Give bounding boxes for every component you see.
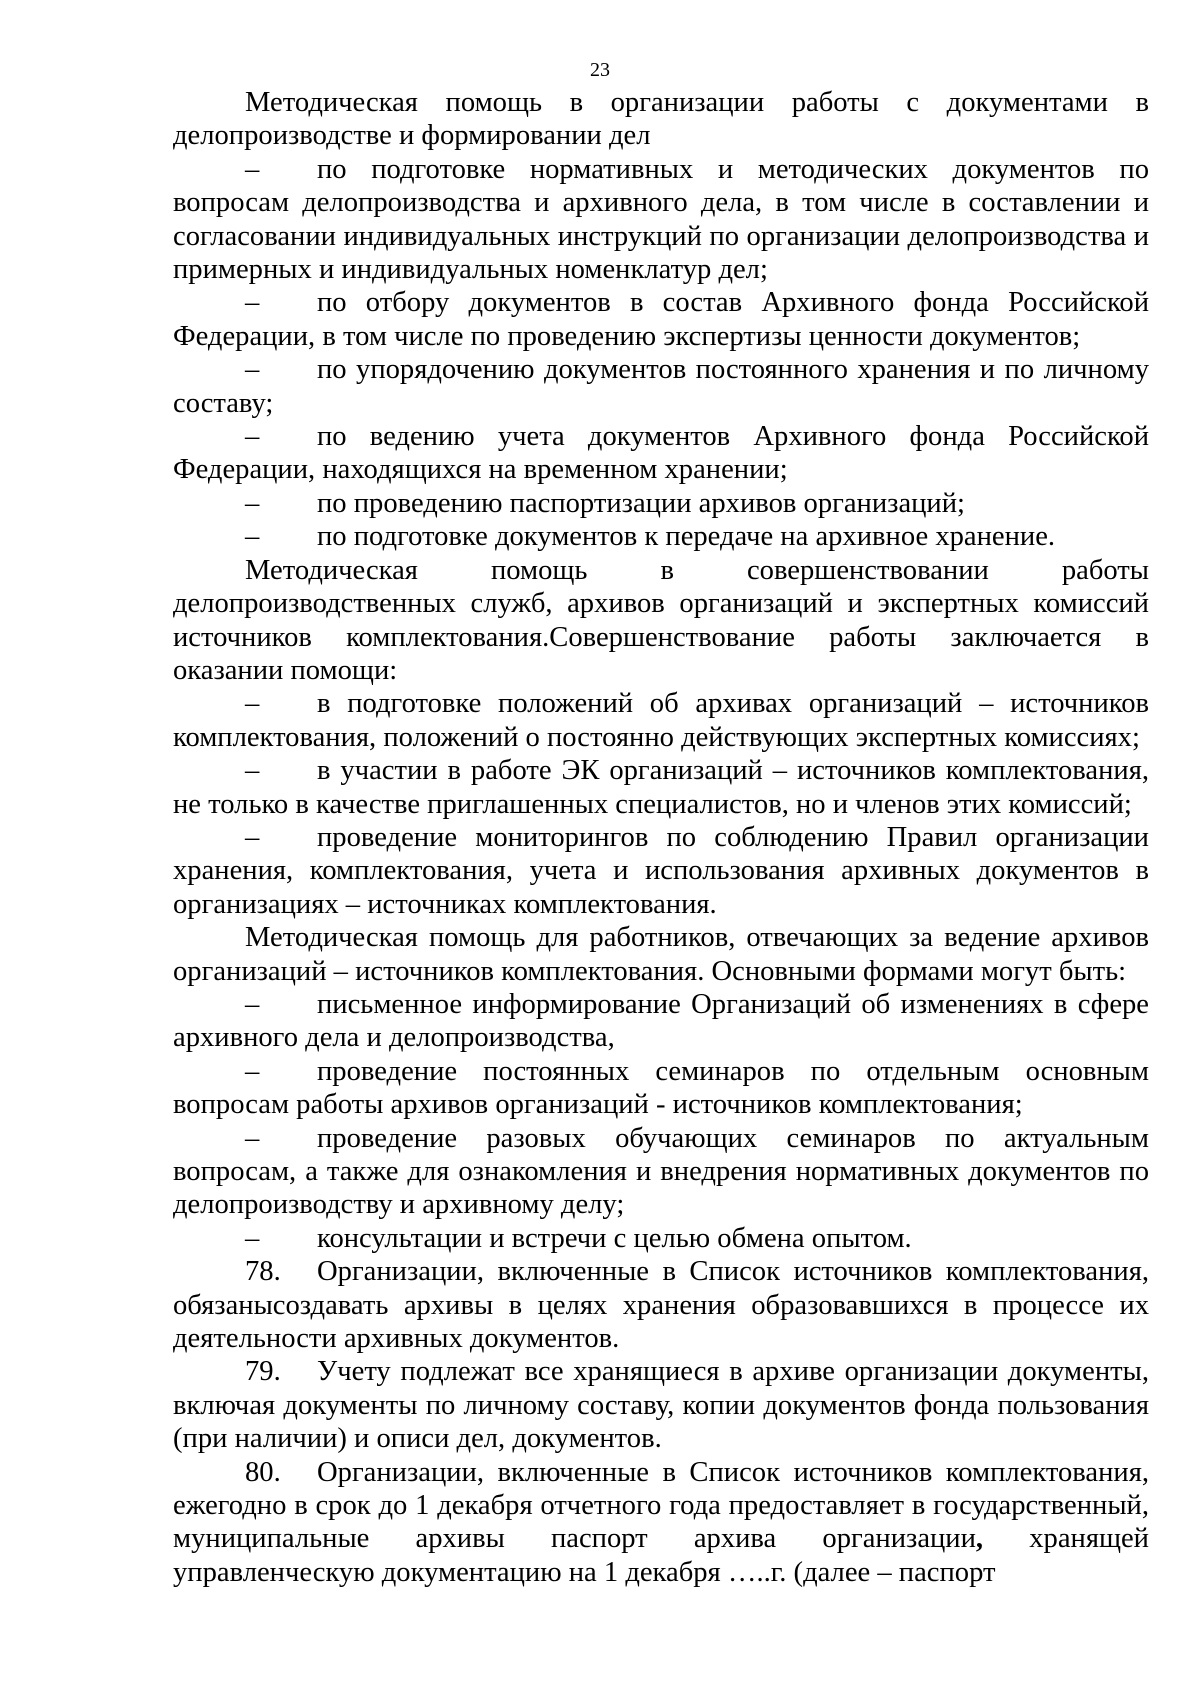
clause-number: 78. xyxy=(245,1256,281,1288)
dash-marker: – xyxy=(245,421,260,453)
list-item-text: консультации и встречи с целью обмена опытом. xyxy=(317,1222,912,1254)
paragraph-method-help-workers: Методическая помощь для работников, отвечающих за ведение архивов организаций – источников комплектования. Основными формами могут быть: xyxy=(173,922,1149,987)
list-item-text: в участии в работе ЭК организаций – источников комплектования, не только в качестве приглашенных специалистов, но и членов этих комиссий; xyxy=(173,755,1149,820)
clause-number: 80. xyxy=(245,1456,281,1488)
list-item xyxy=(173,754,1149,821)
list-item xyxy=(173,487,1149,520)
clause-text: Организации, включенные в Список источников комплектования, ежегодно в срок до 1 декабря отчетного года предоставляет в государственный, муниципальные архивы паспорт архива организации xyxy=(173,1456,1149,1555)
dash-marker: – xyxy=(245,755,260,787)
list-item xyxy=(173,821,1149,921)
dash-marker: – xyxy=(245,821,260,853)
list-item-text: проведение постоянных семинаров по отдельным основным вопросам работы архивов организаций - источников комплектования; xyxy=(173,1055,1149,1121)
list-item-text: письменное информирование Организаций об изменениях в сфере архивного дела и делопроизводства, xyxy=(173,988,1149,1054)
list-item xyxy=(173,420,1149,487)
page-number: 23 xyxy=(590,59,610,81)
numbered-clause-79 xyxy=(173,1355,1149,1455)
list-item-text: проведение разовых обучающих семинаров по актуальным вопросам, а также для ознакомления и внедрения нормативных документов по делопроизводству и архивному делу; xyxy=(173,1122,1149,1221)
list-item-text: проведение мониторингов по соблюдению Правил организации хранения, комплектования, учета и использования архивных документов в организациях – источниках комплектования. xyxy=(173,821,1149,920)
list-item-text: по отбору документов в состав Архивного фонда Российской Федерации, в том числе по проведению экспертизы ценности документов; xyxy=(173,287,1149,352)
clause-text: Организации, включенные в Список источников комплектования, обязанысоздавать архивы в целях хранения образовавшихся в процессе их деятельности архивных документов. xyxy=(173,1256,1149,1355)
dash-marker: – xyxy=(245,153,260,185)
list-item-text: по проведению паспортизации архивов организаций; xyxy=(317,487,965,519)
document-body xyxy=(173,86,1149,1589)
list-item xyxy=(173,153,1149,287)
dash-marker: – xyxy=(245,1222,260,1254)
list-item-text: в подготовке положений об архивах организаций – источников комплектования, положений о постоянно действующих экспертных комиссиях; xyxy=(173,688,1149,753)
clause-text: Учету подлежат все хранящиеся в архиве организации документы, включая документы по личному составу, копии документов фонда пользования (при наличии) и описи дел, документов. xyxy=(173,1356,1149,1455)
dash-marker: – xyxy=(245,1055,260,1087)
paragraph-method-help-records: Методическая помощь в организации работы с документами в делопроизводстве и формировании дел xyxy=(173,87,1149,152)
list-item-text: по подготовке нормативных и методических документов по вопросам делопроизводства и архивного дела, в том числе в составлении и согласовании индивидуальных инструкций по организации делопроизводства и примерных и индивидуальных номенклатур дел; xyxy=(173,153,1149,286)
paragraph-method-help-improvement: Методическая помощь в совершенствовании работы делопроизводственных служб, архивов организаций и экспертных комиссий источников комплектования.Совершенствование работы заключается в оказании помощи: xyxy=(173,554,1149,686)
list-item xyxy=(173,1122,1149,1222)
list-item xyxy=(173,520,1149,553)
dash-marker: – xyxy=(245,287,260,319)
dash-marker: – xyxy=(245,354,260,386)
list-item-text: по упорядочению документов постоянного хранения и по личному составу; xyxy=(173,354,1149,419)
clause-text-continued: хранящей управленческую документацию на 1 декабря …..г. (далее – паспорт xyxy=(173,1523,1149,1588)
numbered-clause-80 xyxy=(173,1456,1149,1590)
list-item xyxy=(173,988,1149,1055)
list-item-text: по подготовке документов к передаче на архивное хранение. xyxy=(317,521,1056,553)
numbered-clause-78 xyxy=(173,1255,1149,1355)
dash-marker: – xyxy=(245,487,260,519)
clause-number: 79. xyxy=(245,1356,281,1388)
list-item xyxy=(173,1222,1149,1255)
list-item-text: по ведению учета документов Архивного фонда Российской Федерации, находящихся на временном хранении; xyxy=(173,421,1149,486)
list-item xyxy=(173,286,1149,353)
dash-marker: – xyxy=(245,521,260,553)
clause-text-bold: , xyxy=(975,1523,984,1555)
dash-marker: – xyxy=(245,1122,260,1154)
dash-marker: – xyxy=(245,688,260,720)
list-item xyxy=(173,353,1149,420)
list-item xyxy=(173,687,1149,754)
dash-marker: – xyxy=(245,988,260,1020)
list-item xyxy=(173,1055,1149,1122)
